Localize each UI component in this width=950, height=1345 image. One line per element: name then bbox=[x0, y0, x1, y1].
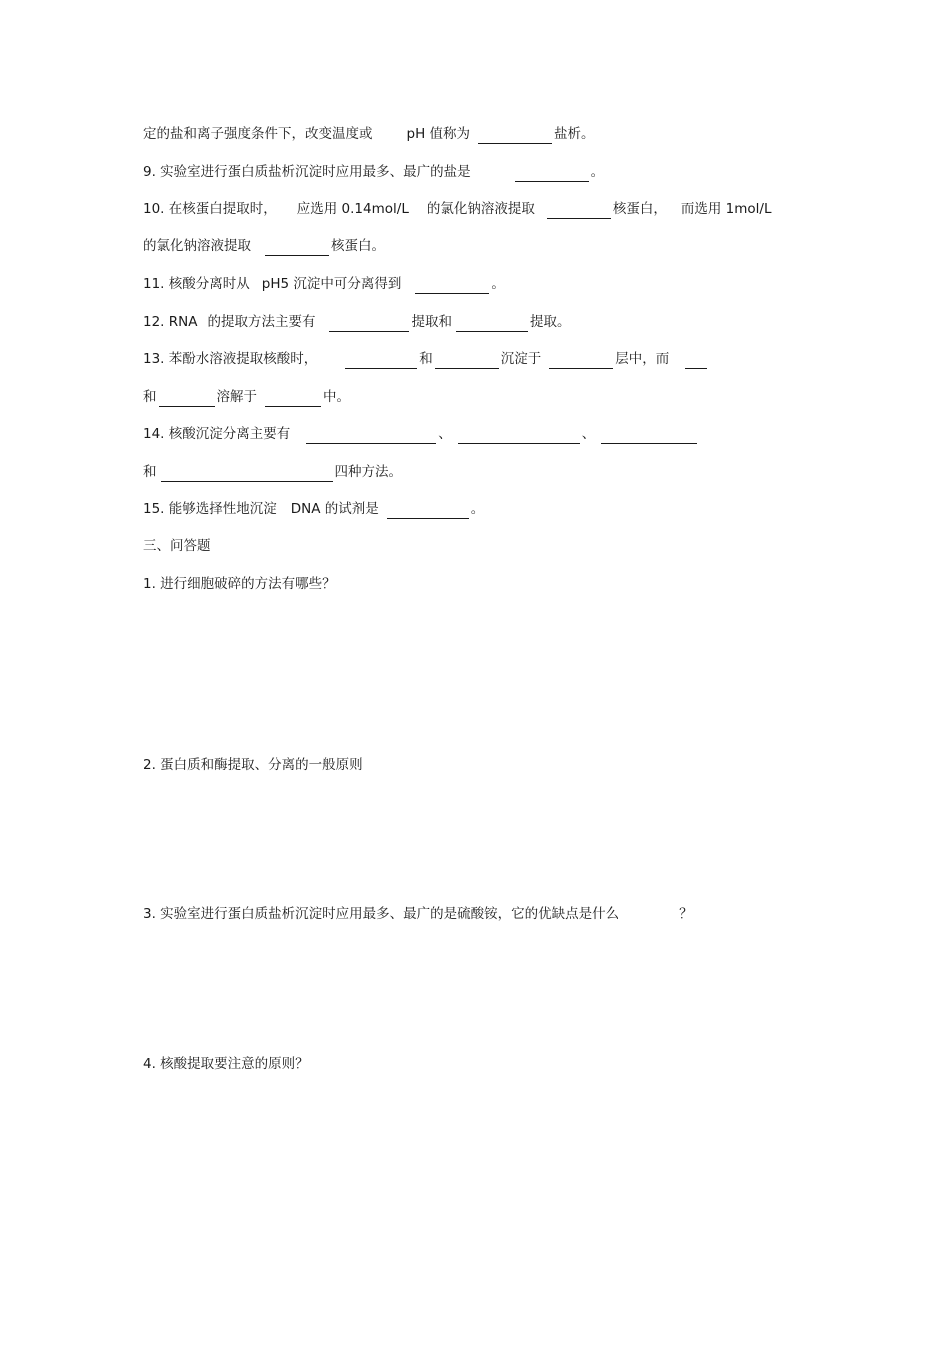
question-10: 10. 在核蛋白提取时， 应选用 0.14mol/L 的氯化钠溶液提取 核蛋白， 而选用 1mol/L bbox=[143, 201, 772, 217]
question-13-continuation: 和 溶解于 中。 bbox=[143, 389, 350, 405]
q8-continuation: 定的盐和离子强度条件下，改变温度或 pH 值称为 盐析。 bbox=[143, 126, 595, 142]
question-12: 12. RNA 的提取方法主要有 提取和 提取。 bbox=[143, 314, 571, 330]
fill-blank[interactable] bbox=[387, 503, 469, 519]
fill-blank[interactable] bbox=[685, 353, 707, 369]
fill-blank[interactable] bbox=[161, 466, 333, 482]
fill-blank[interactable] bbox=[458, 428, 580, 444]
fill-blank[interactable] bbox=[547, 203, 611, 219]
fill-blank[interactable] bbox=[265, 240, 329, 256]
essay-question-3: 3. 实验室进行蛋白质盐析沉淀时应用最多、最广的是硫酸铵，它的优缺点是什么 ？ bbox=[143, 906, 693, 922]
question-13: 13. 苯酚水溶液提取核酸时， 和 沉淀于 层中，而 bbox=[143, 349, 709, 369]
question-9: 9. 实验室进行蛋白质盐析沉淀时应用最多、最广的盐是 。 bbox=[143, 164, 605, 180]
question-14-continuation: 和 四种方法。 bbox=[143, 464, 402, 480]
section-heading: 三、问答题 bbox=[143, 538, 211, 554]
question-10-continuation: 的氯化钠溶液提取 核蛋白。 bbox=[143, 238, 385, 254]
fill-blank[interactable] bbox=[415, 278, 489, 294]
fill-blank[interactable] bbox=[549, 353, 613, 369]
fill-blank[interactable] bbox=[515, 166, 589, 182]
fill-blank[interactable] bbox=[478, 128, 552, 144]
question-14: 14. 核酸沉淀分离主要有 、 、 bbox=[143, 424, 699, 444]
fill-blank[interactable] bbox=[456, 316, 528, 332]
fill-blank[interactable] bbox=[159, 391, 215, 407]
fill-blank[interactable] bbox=[601, 428, 697, 444]
fill-blank[interactable] bbox=[306, 428, 436, 444]
essay-question-1: 1. 进行细胞破碎的方法有哪些？ bbox=[143, 576, 336, 592]
fill-blank[interactable] bbox=[329, 316, 409, 332]
question-15: 15. 能够选择性地沉淀 DNA 的试剂是 。 bbox=[143, 501, 485, 517]
essay-question-4: 4. 核酸提取要注意的原则？ bbox=[143, 1056, 309, 1072]
question-11: 11. 核酸分离时从 pH5 沉淀中可分离得到 。 bbox=[143, 276, 505, 292]
fill-blank[interactable] bbox=[265, 391, 321, 407]
fill-blank[interactable] bbox=[435, 353, 499, 369]
essay-question-2: 2. 蛋白质和酶提取、分离的一般原则 bbox=[143, 757, 363, 773]
fill-blank[interactable] bbox=[345, 353, 417, 369]
